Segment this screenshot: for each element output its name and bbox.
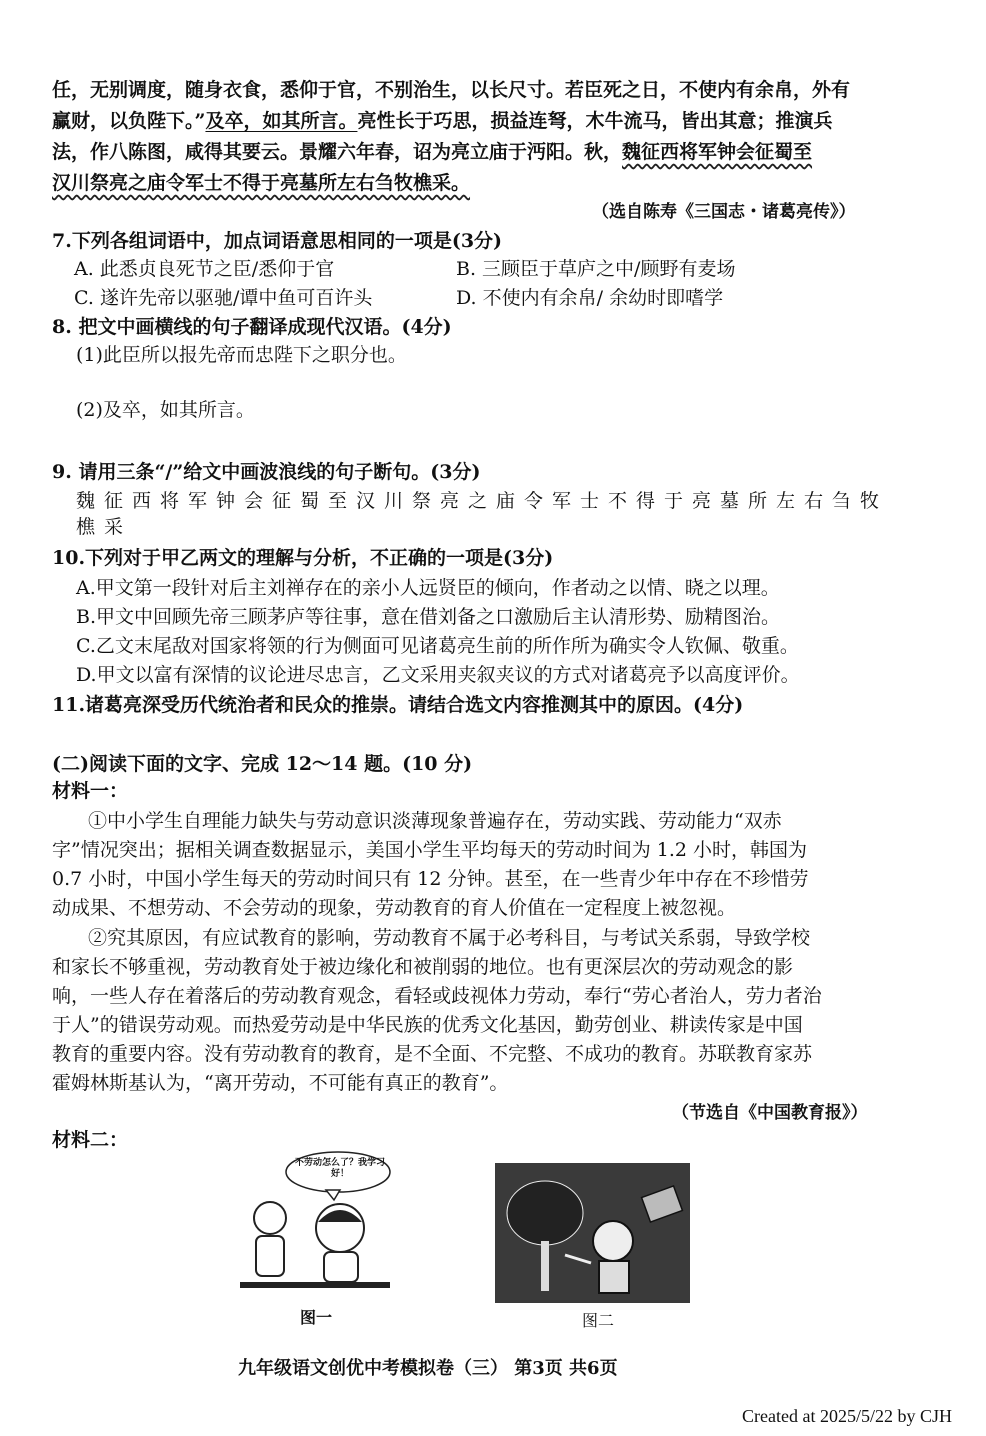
q7-option-d: D. 不使内有余帛/ 余幼时即嗜学 [456, 287, 724, 309]
material-1-p1-line-3: 0.7 小时，中国小学生每天的劳动时间只有 12 分钟。甚至，在一些青少年中存在不珍惜劳 [52, 868, 809, 890]
q10-option-a: A.甲文第一段针对后主刘禅存在的亲小人远贤臣的倾向，作者动之以情、晓之以理。 [76, 577, 780, 599]
q9-text-line-1: 魏征西将军钟会征蜀至汉川祭亮之庙令军士不得于亮墓所左右刍牧 [76, 490, 889, 512]
underlined-sentence: 及卒，如其所言。 [205, 110, 358, 132]
figure-1-caption: 图一 [300, 1308, 333, 1327]
passage-line-2a: 赢财，以负陛下。” [52, 110, 206, 132]
figure-2-drawing [495, 1163, 690, 1303]
passage-line-3 [52, 140, 812, 164]
material-1-p2-line-6: 霍姆林斯基认为，“离开劳动，不可能有真正的教育”。 [52, 1072, 509, 1094]
material-1-source: （节选自《中国教育报》） [672, 1103, 868, 1123]
material-1-p2-line-5: 教育的重要内容。没有劳动教育的教育，是不全面、不完整、不成功的教育。苏联教育家苏 [52, 1043, 813, 1065]
page-footer: 九年级语文创优中考模拟卷（三） 第3页 共6页 [238, 1358, 618, 1379]
q11-stem: 11.诸葛亮深受历代统治者和民众的推崇。请结合选文内容推测其中的原因。(4分) [52, 694, 744, 716]
material-1-p2-line-4: 于人”的错误劳动观。而热爱劳动是中华民族的优秀文化基因，勤劳创业、耕读传家是中国 [52, 1014, 803, 1036]
q9-text-line-2: 樵采 [76, 516, 133, 538]
material-2-label: 材料二： [52, 1129, 129, 1151]
passage-source: （选自陈寿《三国志・诸葛亮传》） [592, 202, 856, 222]
q9-stem: 9. 请用三条“/”给文中画波浪线的句子断句。(3分) [52, 461, 481, 483]
material-1-p2-line-2: 和家长不够重视，劳动教育处于被边缘化和被削弱的地位。也有更深层次的劳动观念的影 [52, 956, 794, 978]
q7-option-c: C. 遂许先帝以驱驰/谭中鱼可百许头 [74, 287, 373, 309]
passage-line-2 [52, 109, 832, 133]
q8-stem: 8. 把文中画横线的句子翻译成现代汉语。(4分) [52, 316, 452, 338]
created-note: Created at 2025/5/22 by CJH [742, 1406, 952, 1426]
q7-option-a: A. 此悉贞良死节之臣/悉仰于官 [74, 258, 335, 280]
q10-option-c: C.乙文末尾敌对国家将领的行为侧面可见诸葛亮生前的所作所为确实令人钦佩、敬重。 [76, 635, 799, 657]
passage-line-2c: 亮性长于巧思，损益连弩，木牛流马，皆出其意；推演兵 [357, 110, 833, 132]
q10-option-d: D.甲文以富有深情的议论进尽忠言，乙文采用夹叙夹议的方式对诸葛亮予以高度评价。 [76, 664, 800, 686]
wavy-sentence-part2: 汉川祭亮之庙令军士不得于亮墓所左右刍牧樵采。 [52, 172, 471, 194]
q7-option-b: B. 三顾臣于草庐之中/顾野有麦场 [456, 258, 736, 280]
passage-line-1: 任，无别调度，随身衣食，悉仰于官，不别治生，以长尺寸。若臣死之日，不使内有余帛，外有 [52, 79, 851, 101]
q8-sentence-2: (2)及卒，如其所言。 [76, 399, 255, 421]
q7-stem: 7.下列各组词语中，加点词语意思相同的一项是(3分) [52, 230, 503, 252]
figure-1-bubble-text: 不劳动怎么了？我学习好！ [294, 1158, 385, 1179]
q10-option-b: B.甲文中回顾先帝三顾茅庐等往事，意在借刘备之口激励后主认清形势、励精图治。 [76, 606, 781, 628]
material-1-p2-line-3: 响，一些人存在着落后的劳动教育观念，看轻或歧视体力劳动，奉行“劳心者治人，劳力者治 [52, 985, 822, 1007]
material-1-p1-line-2: 字”情况突出；据相关调查数据显示，美国小学生平均每天的劳动时间为 1.2 小时，韩国为 [52, 839, 808, 861]
passage-line-3a: 法，作八陈图，咸得其要云。景耀六年春，诏为亮立庙于沔阳。秋， [52, 141, 623, 163]
material-1-p2-line-1: ②究其原因，有应试教育的影响，劳动教育不属于必考科目，与考试关系弱，导致学校 [88, 927, 811, 949]
q8-sentence-1: (1)此臣所以报先帝而忠陛下之职分也。 [76, 344, 407, 366]
material-1-label: 材料一： [52, 780, 129, 802]
q10-stem: 10.下列对于甲乙两文的理解与分析，不正确的一项是(3分) [52, 547, 554, 569]
material-1-p1-line-1: ①中小学生自理能力缺失与劳动意识淡薄现象普遍存在，劳动实践、劳动能力“双赤 [88, 810, 782, 832]
figure-1-cartoon [230, 1148, 400, 1298]
material-1-p1-line-4: 动成果、不想劳动、不会劳动的现象，劳动教育的育人价值在一定程度上被忽视。 [52, 897, 737, 919]
figure-2-cartoon [495, 1163, 690, 1303]
section2-heading: (二)阅读下面的文字、完成 12～14 题。(10 分) [52, 753, 473, 775]
wavy-sentence-part1: 魏征西将军钟会征蜀至 [622, 141, 813, 163]
figure-2-caption: 图二 [582, 1311, 615, 1330]
